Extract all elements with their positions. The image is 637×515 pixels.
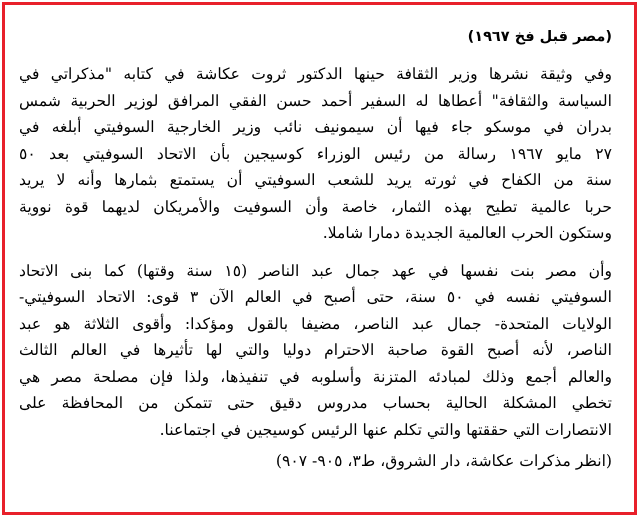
paragraph-1-line: حربا عالمية تطيح بهذه الثمار، خاصة وأن السوفيت والأمريكان لديهما قوة نووية bbox=[19, 197, 612, 216]
paragraph-1-line: السياسة والثقافة" أعطاها له السفير أحمد حسن الفقي المرافق لوزير الحربية شمس bbox=[19, 91, 612, 110]
paragraph-1 bbox=[19, 61, 612, 247]
paragraph-2-line: السوفيتي نفسه في ٥٠ سنة، حتى أصبح في العالم الآن ٣ قوى: الاتحاد السوفيتي- bbox=[19, 288, 612, 306]
paragraph-1-line: ٢٧ مايو ١٩٦٧ رسالة من رئيس الوزراء كوسيجين بأن الاتحاد السوفيتي بعد ٥٠ bbox=[19, 144, 613, 163]
paragraph-2-line: الناصر، لأنه أصبح القوة صاحبة الاحترام دوليا والتي لها تأثيرها في العالم الثالث bbox=[19, 341, 612, 359]
paragraph-2-line: الولايات المتحدة- جمال عبد الناصر، مضيفا بالقول ومؤكدا: وأقوى الثلاثة هو عبد bbox=[19, 314, 612, 333]
paragraph-1-line: بدران في موسكو جاء فيها أن سيمونيف نائب وزير الخارجية السوفيتي أبلغه في bbox=[19, 118, 612, 136]
document-body bbox=[19, 27, 612, 473]
paragraph-1-line: وفي وثيقة نشرها وزير الثقافة حينها الدكتور ثروت عكاشة في كتابه "مذكراتي في bbox=[19, 65, 612, 83]
document-frame bbox=[2, 2, 637, 515]
paragraph-1-line: سنة من الكفاح في ثورته يريد للشعب السوفيتي أن يستمتع بثمارها وأنه لا يريد bbox=[19, 171, 612, 189]
paragraph-2-line: الانتصارات التي حققتها والتي تكلم عنها الرئيس كوسيجين في اجتماعنا. bbox=[159, 420, 612, 439]
paragraph-2-line: وأن مصر بنت نفسها في عهد جمال عبد الناصر (١٥ سنة وقتها) كما بنى الاتحاد bbox=[19, 261, 612, 280]
reference-citation: (انظر مذكرات عكاشة، دار الشروق، ط٣، ٩٠٥- ٩٠٧) bbox=[275, 452, 612, 470]
paragraph-2 bbox=[19, 258, 612, 444]
paragraph-2-line: تخطي المشكلة الحالية بحساب مدروس دقيق حتى تتمكن من المحافظة على bbox=[19, 394, 612, 412]
document-heading: (مصر قبل فخ ١٩٦٧) bbox=[467, 29, 612, 45]
paragraph-2-line: والعالم أجمع وذلك لمبادئه المتزنة وأسلوبه في تنفيذها، ولذا فإن مصلحة مصر هي bbox=[19, 367, 612, 386]
paragraph-spacer bbox=[19, 247, 612, 258]
paragraph-1-line: وستكون الحرب العالمية الجديدة دمارا شاملا. bbox=[322, 224, 612, 242]
